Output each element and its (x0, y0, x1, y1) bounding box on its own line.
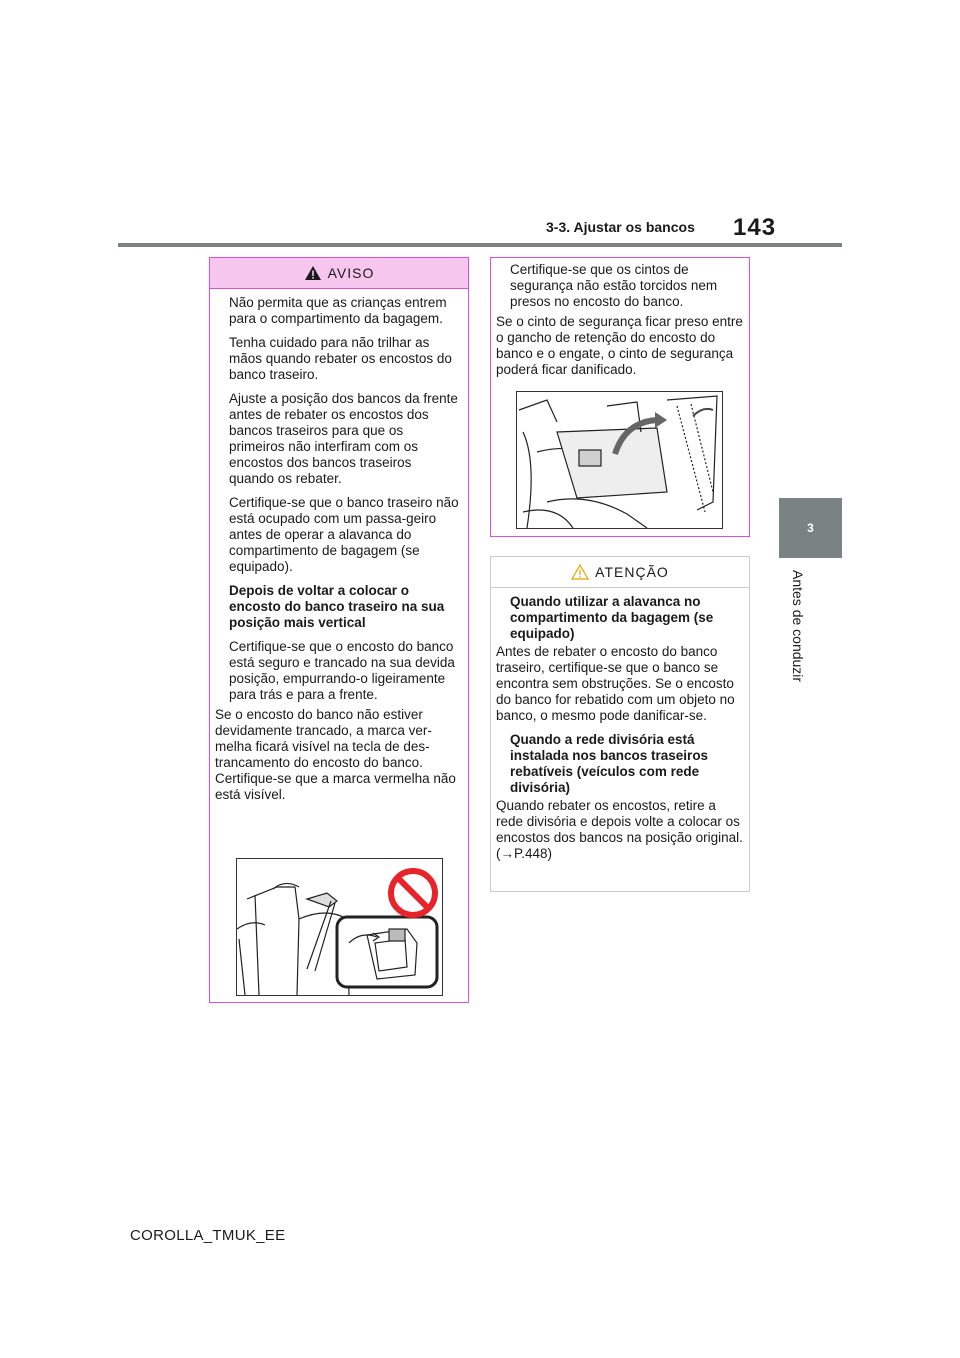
caution-header (210, 258, 468, 289)
caution-paragraph: Se o cinto de segurança ficar preso entre o gancho de retenção do encosto do banco e o engate, o cinto de segurança poderá ficar danificado. (496, 314, 743, 377)
model-code: COROLLA_TMUK_EE (130, 1227, 286, 1244)
notice-paragraph: Quando rebater os encostos, retire a rede divisória e depois volte a colocar os encostos dos bancos na posição original. (→P.448) (496, 798, 743, 861)
caution-paragraph: Não permita que as crianças entrem para o compartimento da bagagem. (229, 295, 447, 326)
caution-paragraph: Certifique-se que o banco traseiro não está ocupado com um passa-geiro antes de operar a alavanca do compartimento de bagagem (se equipado). (229, 495, 459, 574)
notice-header (491, 557, 749, 588)
notice-title: ATENÇÃO (595, 564, 669, 580)
prohibition-icon (391, 871, 435, 915)
notice-box (490, 556, 750, 892)
notice-paragraph: Antes de rebater o encosto do banco traseiro, certifique-se que o banco se encontra sem obstruções. Se o encosto do banco for rebatido com um objeto no banco, o mesmo pode danificar-se. (496, 644, 735, 723)
caution-paragraph: Certifique-se que o encosto do banco está seguro e trancado na sua devida posição, empurrando-o ligeiramente para trás e para a frente. (229, 639, 455, 702)
seatback-fold-illustration (516, 391, 723, 529)
notice-subheading: Quando utilizar a alavanca no compartimento da bagagem (se equipado) (510, 594, 714, 641)
caution-paragraph: Se o encosto do banco não estiver devidamente trancado, a marca ver-melha ficará visível na tecla de des-trancamento do encosto do banco. Certifique-se que a marca vermelha não está visível. (215, 707, 456, 802)
page-number: 143 (733, 214, 777, 241)
caution-title: AVISO (327, 265, 375, 281)
seat-release-illustration (236, 858, 443, 996)
chapter-tab: 3 (779, 498, 842, 558)
chapter-title: Antes de conduzir (790, 570, 806, 683)
warning-triangle-icon (304, 265, 322, 281)
caution-subheading: Depois de voltar a colocar o encosto do banco traseiro na sua posição mais vertical (229, 583, 445, 630)
caution-paragraph: Tenha cuidado para não trilhar as mãos quando rebater os encostos do banco traseiro. (229, 335, 452, 382)
header-rule (118, 243, 842, 247)
caution-paragraph: Certifique-se que os cintos de segurança não estão torcidos nem presos no encosto do banco. (510, 262, 718, 309)
notice-subheading: Quando a rede divisória está instalada nos bancos traseiros rebatíveis (veículos com rede divisória) (510, 732, 709, 795)
warning-triangle-icon (571, 564, 589, 580)
caution-paragraph: Ajuste a posição dos bancos da frente antes de rebater os encostos dos bancos traseiros para que os primeiros não interfiram com os encostos dos bancos traseiros quando os rebater. (229, 391, 458, 486)
section-title: 3-3. Ajustar os bancos (546, 219, 695, 235)
